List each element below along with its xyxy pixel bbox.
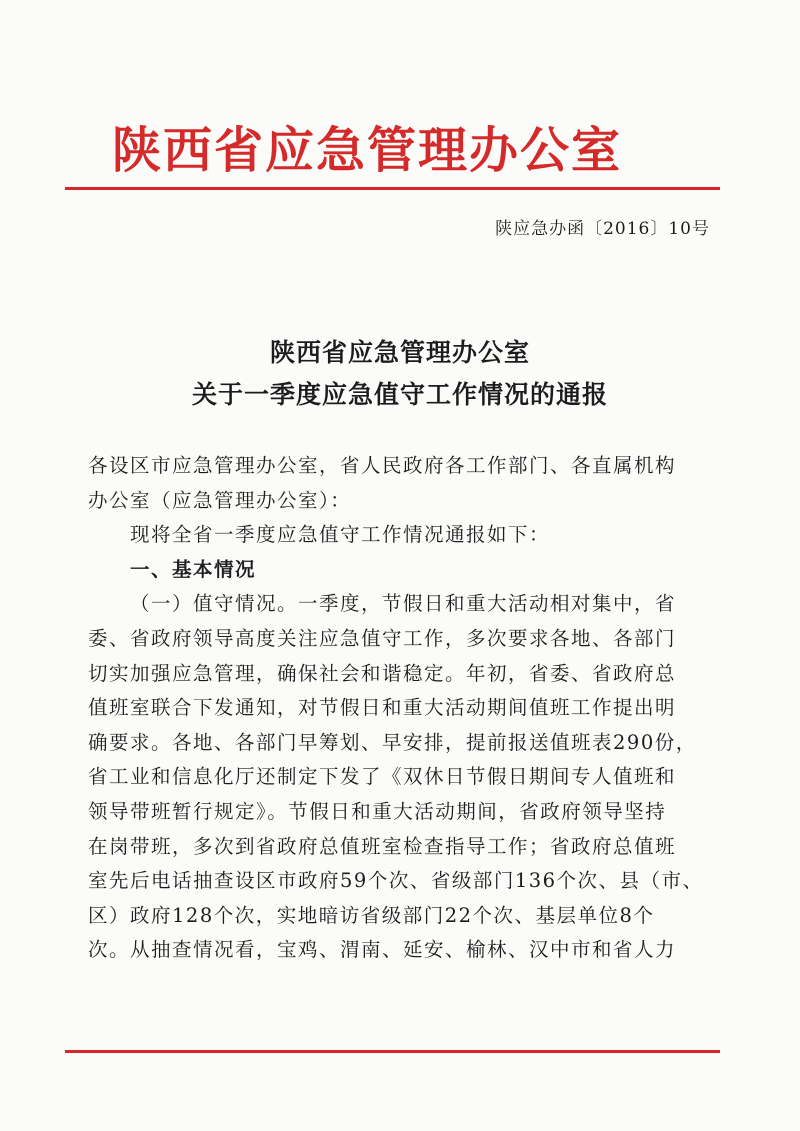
- title-line-1: 陕西省应急管理办公室: [269, 338, 530, 367]
- issuing-org-header: 陕西省应急管理办公室: [112, 121, 623, 179]
- header-red-rule: [65, 187, 720, 190]
- title-line-2: 关于一季度应急值守工作情况的通报: [191, 380, 608, 409]
- body-line: 区）政府128个次，实地暗访省级部门22个次、基层单位8个: [88, 903, 655, 927]
- addressee-line-1: 各设区市应急管理办公室，省人民政府各工作部门、各直属机构: [88, 454, 677, 477]
- body-line: （一）值守情况。一季度，节假日和重大活动相对集中，省: [130, 592, 677, 616]
- footer-red-rule: [65, 1050, 720, 1053]
- body-line: 确要求。各地、各部门早筹划、早安排，提前报送值班表290份，: [88, 730, 697, 754]
- body-line: 领导带班暂行规定》。节假日和重大活动期间，省政府领导坚持: [88, 799, 667, 823]
- section-heading: 一、基本情况: [130, 557, 257, 581]
- body-line: 委、省政府领导高度关注应急值守工作，多次要求各地、各部门: [88, 626, 677, 650]
- body-line: 在岗带班，多次到省政府总值班室检查指导工作；省政府总值班: [88, 834, 677, 858]
- document-body: [88, 449, 728, 968]
- body-line: 省工业和信息化厅还制定下发了《双休日节假日期间专人值班和: [88, 765, 677, 789]
- body-line: 切实加强应急管理，确保社会和谐稳定。年初，省委、省政府总: [88, 661, 677, 685]
- intro-paragraph: 现将全省一季度应急值守工作情况通报如下：: [130, 523, 551, 547]
- document-number: 陕应急办函〔2016〕10号: [495, 219, 710, 239]
- body-line: 室先后电话抽查设区市政府59个次、省级部门136个次、县（市、: [88, 869, 704, 893]
- body-line: 值班室联合下发通知，对节假日和重大活动期间值班工作提出明: [88, 696, 677, 720]
- body-line: 次。从抽查情况看，宝鸡、渭南、延安、榆林、汉中市和省人力: [88, 938, 677, 962]
- addressee-line-2: 办公室（应急管理办公室）：: [88, 488, 352, 512]
